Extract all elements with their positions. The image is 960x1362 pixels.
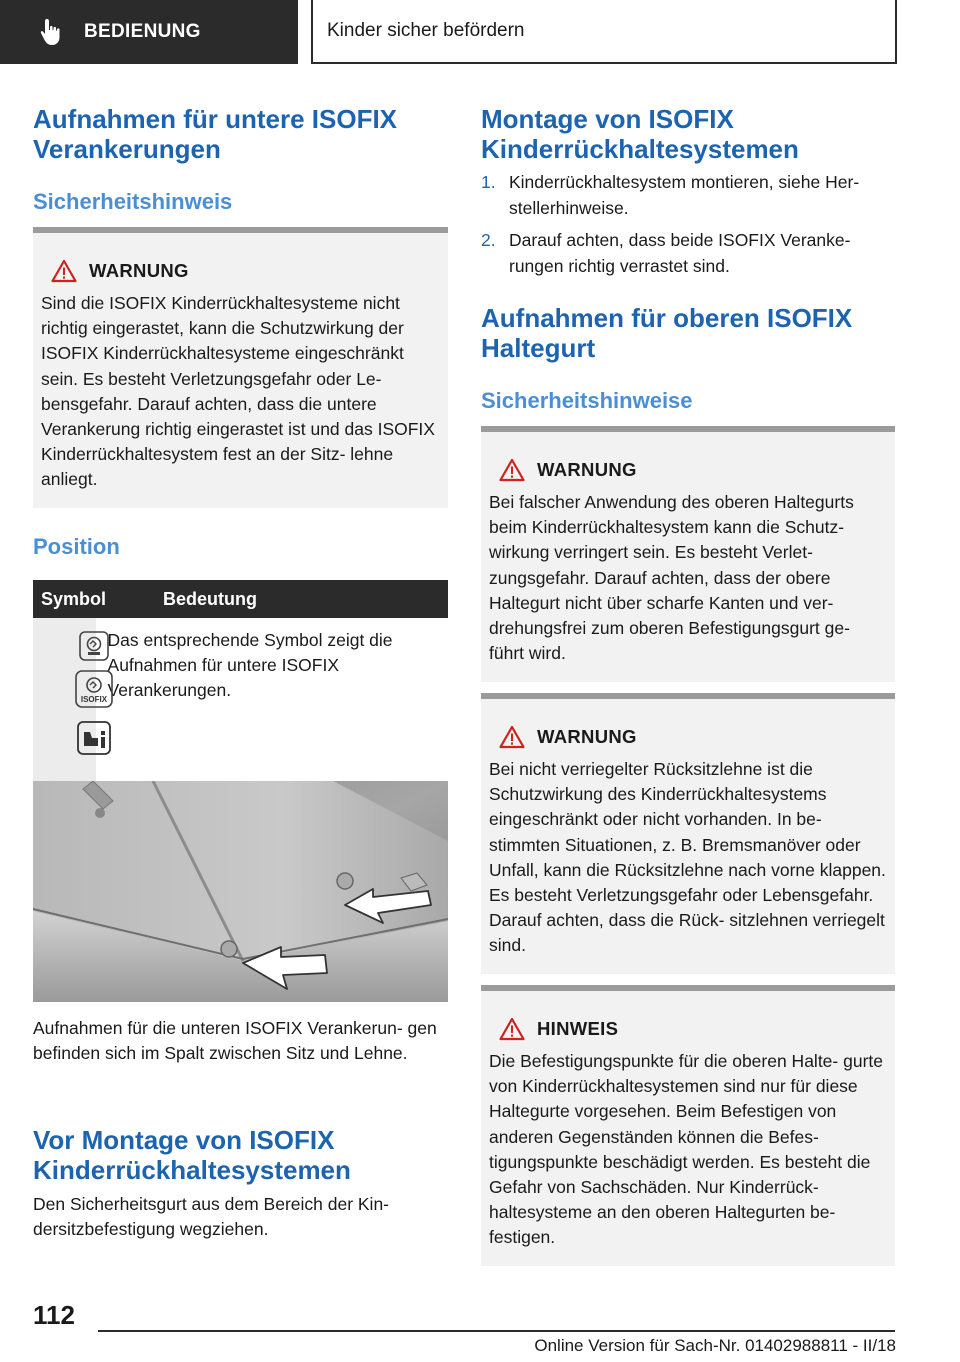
chapter-title: Kinder sicher befördern — [327, 20, 525, 41]
step-number: 2. — [481, 230, 496, 250]
section-label: BEDIENUNG — [84, 21, 201, 42]
notice-title: HINWEIS — [537, 1018, 619, 1039]
list-item — [481, 170, 895, 221]
section-tab — [0, 0, 298, 64]
warning-title-row — [489, 458, 887, 482]
warning-text: Bei falscher Anwendung des oberen Haltegurts beim Kinderrückhaltesystem kann die Schutz- wirkung verringert sein. Es besteht Verlet- zungsgefahr. Darauf achten, dass der obere Haltegurt nicht über scharfe Kanten und ver- drehungsfrei zum oberen Befestigungsgurt ge- führt wird. — [489, 492, 854, 664]
table-header-meaning: Bedeutung — [163, 588, 257, 609]
notice-title-row — [489, 1017, 887, 1041]
symbol-cell — [33, 618, 108, 784]
subheading-safety-note: Sicherheitshinweis — [33, 189, 233, 214]
isofix-label: ISOFIX — [80, 695, 108, 704]
warning-title: WARNUNG — [537, 459, 637, 480]
table-header-symbol: Symbol — [41, 588, 107, 609]
heading-upper-tether: Aufnahmen für oberen ISOFIX Haltegurt — [481, 303, 853, 363]
heading-lower-isofix: Aufnahmen für untere ISOFIX Verankerungen — [33, 104, 398, 164]
chapter-tab — [311, 0, 897, 64]
warning-title: WARNUNG — [537, 726, 637, 747]
photo-caption: Aufnahmen für die unteren ISOFIX Verankerun- gen befinden sich im Spalt zwischen Sitz und Lehne. — [33, 1018, 437, 1063]
warning-triangle-icon — [51, 259, 77, 283]
step-text: Kinderrückhaltesystem montieren, siehe Her- stellerhinweise. — [509, 172, 860, 218]
step-number: 1. — [481, 172, 496, 192]
table-row — [33, 618, 448, 792]
warning-triangle-icon — [499, 725, 525, 749]
subheading-safety-notes: Sicherheitshinweise — [481, 388, 693, 413]
table-cell-meaning: Das entsprechende Symbol zeigt die Aufnahmen für untere ISOFIX Verankerungen. — [107, 630, 393, 700]
warning-text: Sind die ISOFIX Kinderrückhaltesysteme nicht richtig eingerastet, kann die Schutzwirkung der ISOFIX Kinderrückhaltesysteme eingeschränkt sein. Es besteht Verletzungsgefahr oder Le- bensgefahr. Darauf achten, dass die untere Verankerung richtig eingerastet ist und das ISOFIX Kinderrückhaltesystem fest an der Sitz- lehne anliegt. — [41, 293, 435, 490]
notice-box — [481, 985, 895, 1266]
footer-version: Online Version für Sach-Nr. 01402988811 - II/18 — [534, 1336, 896, 1355]
heading-before-mounting: Vor Montage von ISOFIX Kinderrückhaltesystemen — [33, 1125, 351, 1185]
warning-box-backrest — [481, 693, 895, 974]
isofix-symbols-icon — [33, 618, 155, 784]
step-text: Darauf achten, dass beide ISOFIX Veranke- rungen richtig verrastet sind. — [509, 230, 851, 276]
hand-icon — [38, 17, 66, 47]
notice-text: Die Befestigungspunkte für die oberen Halte- gurte von Kinderrückhaltesystemen sind nur für diese Haltegurte vorgesehen. Beim Befestigen von anderen Gegenständen können die Befes- tigungspunkte beschädigt werden. Es besteht die Gefahr von Sachschäden. Nur Kinderrück- haltesysteme an den oberen Haltegurten be- festigen. — [489, 1051, 883, 1248]
warning-title: WARNUNG — [89, 260, 189, 281]
list-item — [481, 228, 895, 279]
symbol-table — [33, 580, 448, 792]
warning-triangle-icon — [499, 458, 525, 482]
footer-divider — [98, 1330, 895, 1332]
notice-triangle-icon — [499, 1017, 525, 1041]
warning-title-row — [41, 259, 440, 283]
subheading-position: Position — [33, 534, 120, 559]
before-mounting-text: Den Sicherheitsgurt aus dem Bereich der Kin- dersitzbefestigung wegziehen. — [33, 1194, 390, 1239]
isofix-anchor-photo — [33, 781, 448, 1002]
table-header — [33, 580, 448, 618]
mounting-steps — [481, 170, 895, 286]
warning-box-lower-isofix — [33, 227, 448, 508]
page-number: 112 — [33, 1300, 75, 1330]
heading-mounting: Montage von ISOFIX Kinderrückhaltesystemen — [481, 104, 799, 164]
warning-box-tether — [481, 426, 895, 682]
warning-title-row — [489, 725, 887, 749]
warning-text: Bei nicht verriegelter Rücksitzlehne ist die Schutzwirkung des Kinderrückhaltesystems eingeschränkt oder nicht vorhanden. In be- stimmten Situationen, z. B. Bremsmanöver oder Unfall, kann die Rücksitzlehne nach vorne klappen. Es besteht Verletzungsgefahr oder Lebensgefahr. Darauf achten, dass die Rück- sitzlehnen verriegelt sind. — [489, 759, 886, 956]
